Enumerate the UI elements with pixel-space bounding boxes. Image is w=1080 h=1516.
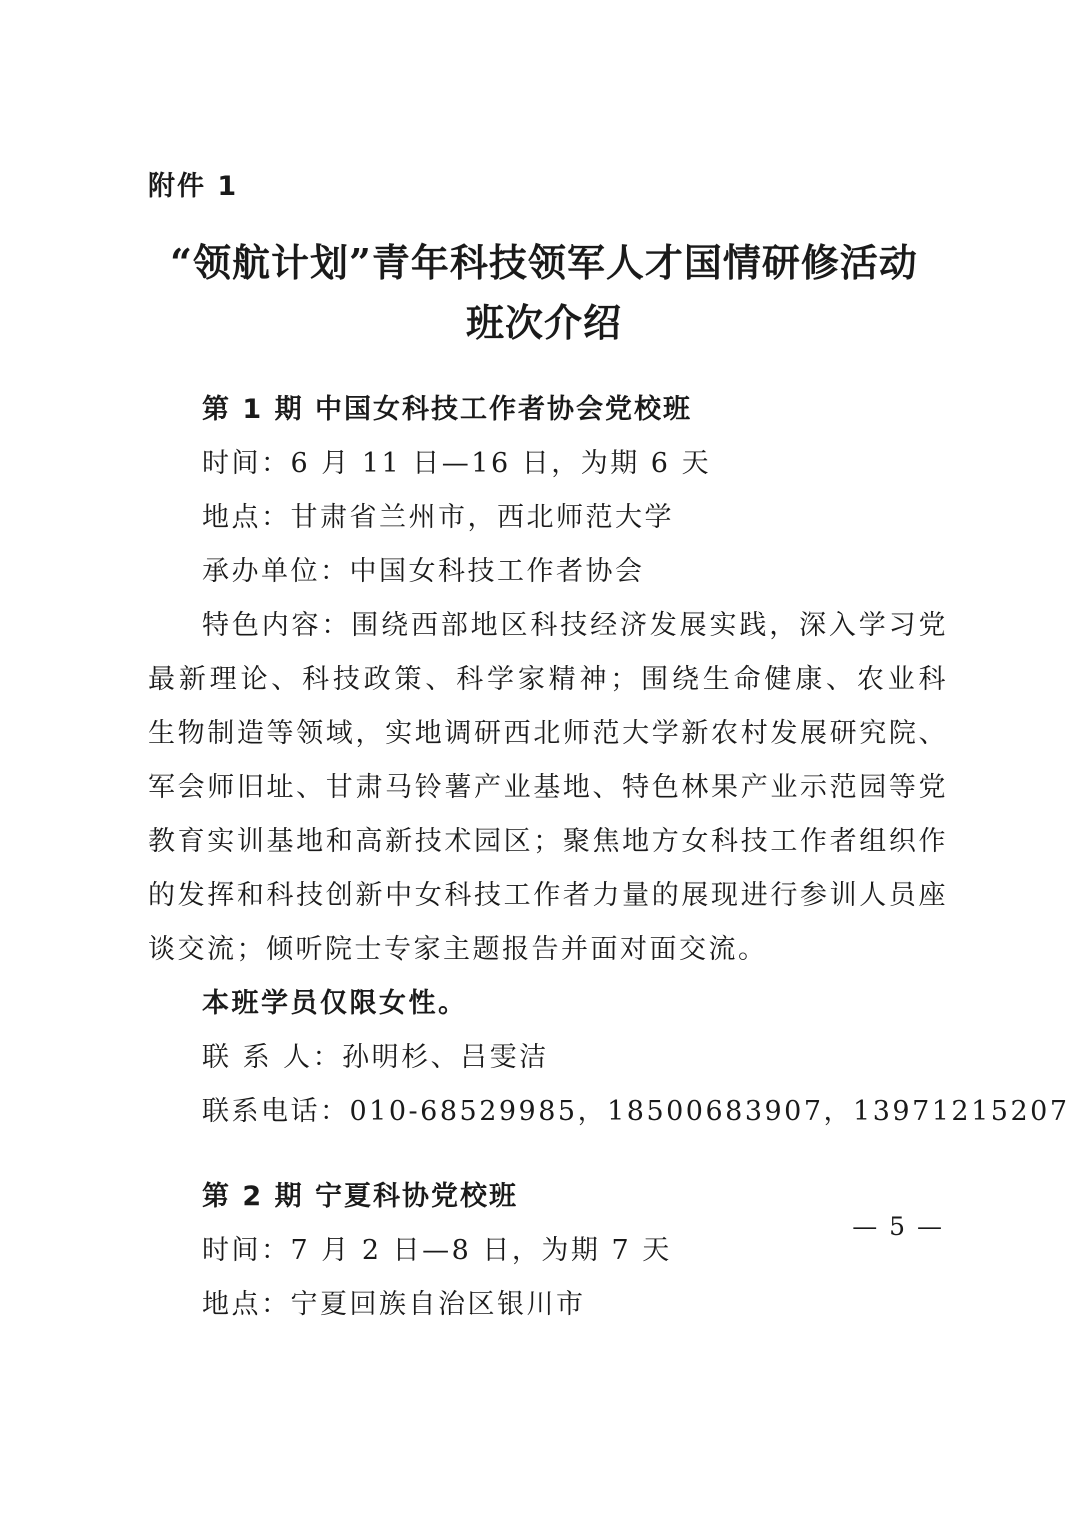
session-1-contact-person: 联 系 人：孙明杉、吕雯洁 (202, 1042, 549, 1073)
session-2-location: 地点：宁夏回族自治区银川市 (202, 1289, 586, 1320)
document-title-line-2: 班次介绍 (465, 300, 622, 345)
document-title-line-1: “领航计划”青年科技领军人才国情研修活动 (170, 240, 918, 285)
session-2-block (148, 1170, 948, 1332)
content-line: 谈交流；倾听院士专家主题报告并面对面交流。 (148, 934, 768, 965)
session-1-note: 本班学员仅限女性。 (202, 988, 468, 1019)
page-number: — 5 — (852, 1212, 944, 1241)
content-line: 特色内容：围绕西部地区科技经济发展实践，深入学习党 (202, 610, 948, 641)
session-2-time: 时间：7 月 2 日—8 日，为期 7 天 (202, 1235, 672, 1266)
session-1-organizer: 承办单位：中国女科技工作者协会 (202, 556, 645, 587)
content-line: 教育实训基地和高新技术园区；聚焦地方女科技工作者组织作 (148, 826, 948, 857)
session-1-contact-phone: 联系电话：010-68529985，18500683907，13971215207 (202, 1096, 1070, 1127)
content-line: 的发挥和科技创新中女科技工作者力量的展现进行参训人员座 (148, 880, 948, 911)
content-line: 最新理论、科技政策、科学家精神；围绕生命健康、农业科 (148, 664, 948, 695)
content-line: 军会师旧址、甘肃马铃薯产业基地、特色林果产业示范园等党 (148, 772, 948, 803)
content-line: 生物制造等领域，实地调研西北师范大学新农村发展研究院、 (148, 718, 948, 749)
session-1-content (148, 599, 948, 977)
session-2-heading: 第 2 期 宁夏科协党校班 (202, 1181, 518, 1212)
session-1-location: 地点：甘肃省兰州市，西北师范大学 (202, 502, 674, 533)
attachment-label: 附件 1 (148, 171, 239, 202)
session-1-heading: 第 1 期 中国女科技工作者协会党校班 (202, 394, 692, 425)
session-1-block (148, 383, 1070, 1139)
session-1-time: 时间：6 月 11 日—16 日，为期 6 天 (202, 448, 712, 479)
